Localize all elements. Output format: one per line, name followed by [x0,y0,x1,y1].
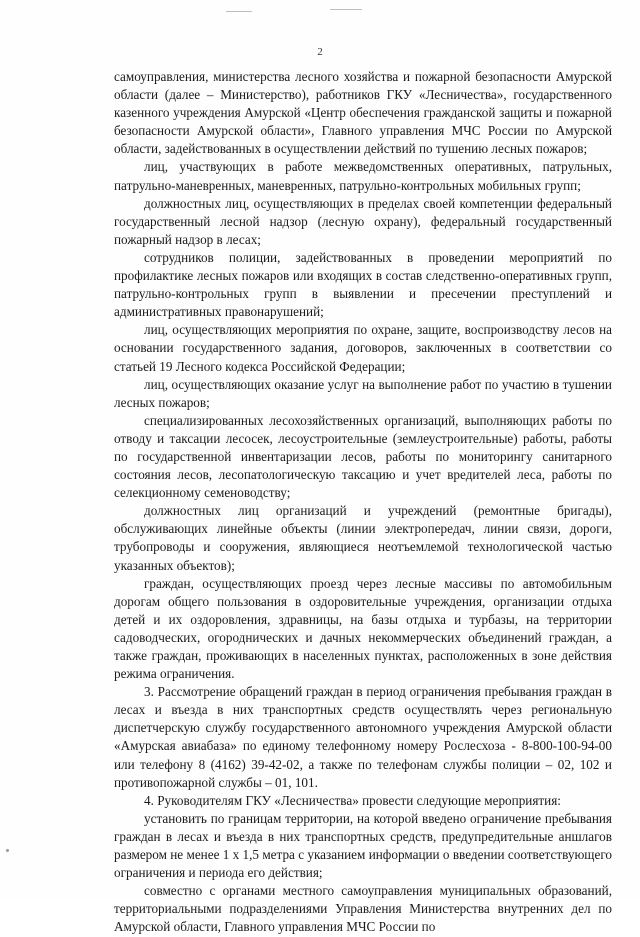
paragraph-13: совместно с органами местного самоуправления муниципальных образований, территориальными подразделениями Управления Министерства внутренних дел по Амурской области, Главного управления МЧС России по [114,883,612,935]
scan-artifact [6,849,9,852]
paragraph-7: специализированных лесохозяйственных организаций, выполняющих работы по отводу и таксации лесосек, лесоустроительные (землеустроительные) работы, работы по государственной инвентаризации лесов, работы по мониторингу санитарного состояния лесов, лесопатологическую таксацию и учет вредителей леса, работы по селекционному семеноводству; [114,412,612,501]
paragraph-1: самоуправления, министерства лесного хозяйства и пожарной безопасности Амурской области (далее – Министерство), работников ГКУ «Лесничества», государственного казенного учреждения Амурской «Центр обеспечения гражданской защиты и пожарной безопасности Амурской области», Главного управления МЧС России по Амурской области, задействованных в осуществлении действий по тушению лесных пожаров; [114,69,612,157]
scan-artifact [330,9,362,10]
paragraph-5: лиц, осуществляющих мероприятия по охране, защите, воспроизводству лесов на основании государственного задания, договоров, заключенных в соответствии со статьей 19 Лесного кодекса Российской Федерации; [114,322,612,374]
paragraph-2: лиц, участвующих в работе межведомственных оперативных, патрульных, патрульно-маневренных, маневренных, патрульно-контрольных мобильных групп; [114,159,612,193]
paragraph-3: должностных лиц, осуществляющих в пределах своей компетенции федеральный государственный лесной надзор (лесную охрану), федеральный государственный пожарный надзор в лесах; [114,195,612,247]
paragraph-8: должностных лиц организаций и учреждений (ремонтные бригады), обслуживающих линейные объекты (линии электропередач, линии связи, дороги, трубопроводы и сооружения, являющиеся неотъемлемой технологической частью указанных объектов); [114,503,612,573]
page-number: 2 [317,46,323,58]
paragraph-9: граждан, осуществляющих проезд через лесные массивы по автомобильным дорогам общего пользования в оздоровительные учреждения, организации отдыха детей и их оздоровления, здравницы, на базы отдыха и турбазы, на территории садоводческих, огороднических и дачных некоммерческих объединений граждан, а также граждан, проживающих в населенных пунктах, расположенных в зоне действия режима ограничения. [114,575,612,682]
paragraph-6: лиц, осуществляющих оказание услуг на выполнение работ по участию в тушении лесных пожаров; [114,376,612,410]
paragraph-11: 4. Руководителям ГКУ «Лесничества» провести следующие мероприятия: [144,792,561,808]
scan-artifact [226,11,252,12]
paragraph-12: установить по границам территории, на которой введено ограничение пребывания граждан в лесах и въезда в них транспортных средств, предупредительные аншлагов размером не менее 1 х 1,5 метра с указанием информации о введении соответствующего ограничения и периода его действия; [114,810,612,881]
paragraph-10: 3. Рассмотрение обращений граждан в период ограничения пребывания граждан в лесах и въезда в них транспортных средств осуществлять через региональную диспетчерскую службу государственного автономного учреждения Амурской области «Амурская авиабаза» по единому телефонному номеру Рослесхоза - 8-800-100-94-00 или телефону 8 (4162) 39-42-02, а также по телефонам службы полиции – 02, 102 и противопожарной службы – 01, 101. [114,684,612,790]
document-body [114,68,612,937]
paragraph-4: сотрудников полиции, задействованных в проведении мероприятий по профилактике лесных пожаров или входящих в состав следственно-оперативных групп, патрульно-контрольных групп в выявлении и пресечении преступлений и административных правонарушений; [114,249,612,320]
